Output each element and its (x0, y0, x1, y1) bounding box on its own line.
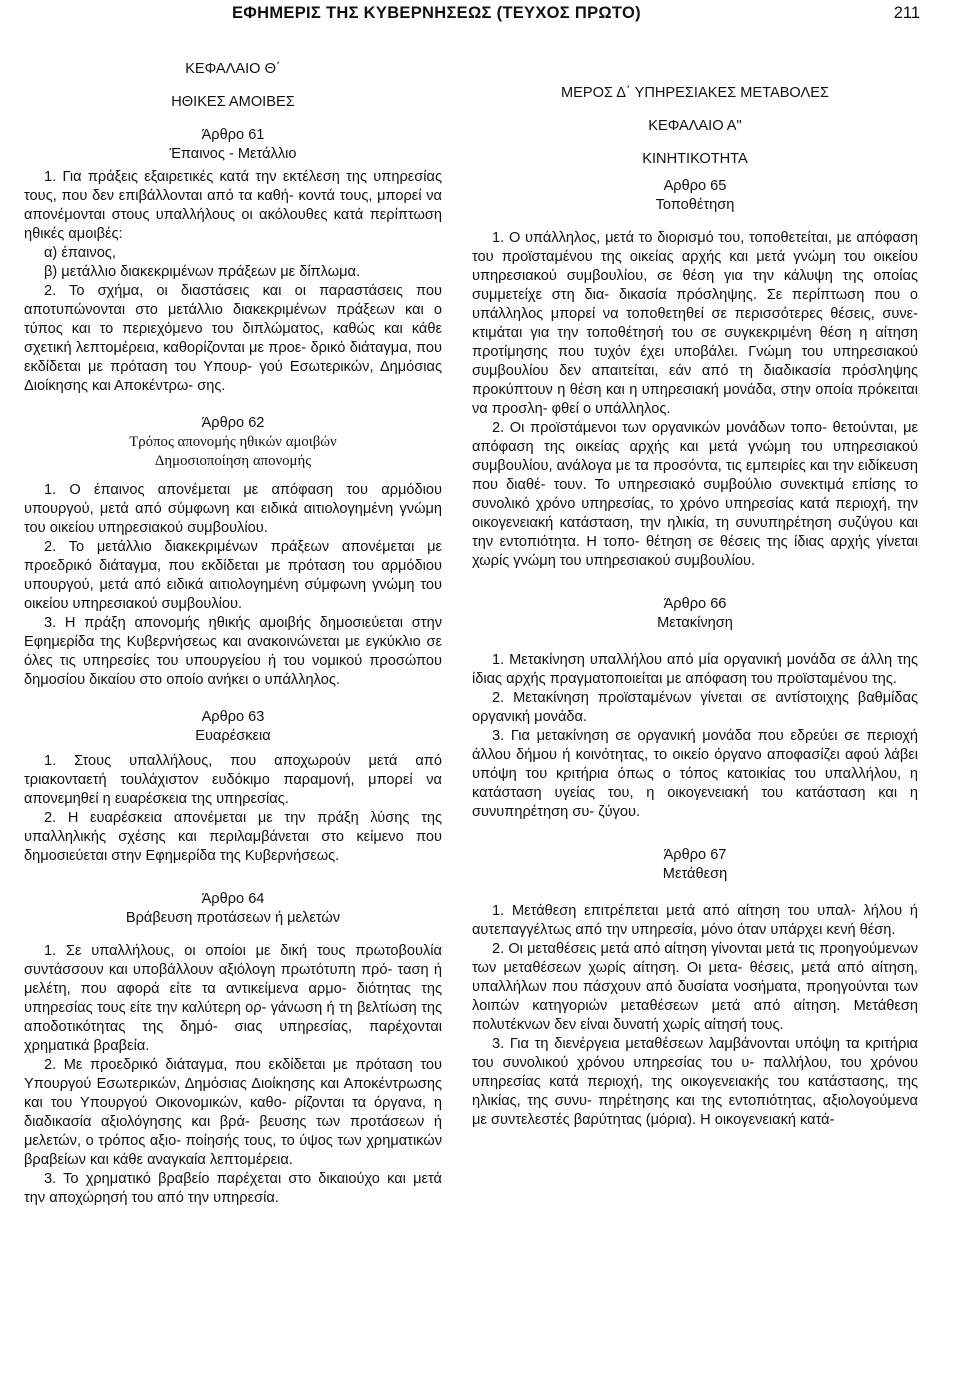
chapter-title-right: ΚΙΝΗΤΙΚΟΤΗΤΑ (642, 151, 748, 167)
article-65-title: Αρθρο 65 (663, 178, 727, 194)
article-61-title: Άρθρο 61 (201, 127, 265, 143)
article-62-subtitle-2: Δημοσιοποίηση απονομής (154, 453, 312, 469)
chapter-heading-right: ΚΕΦΑΛΑΙΟ Α" (648, 118, 742, 134)
article-65-subtitle: Τοποθέτηση (655, 197, 735, 213)
article-65-paragraph-2: 2. Οι προϊστάμενοι των οργανικών μονάδων τοπο- θετούνται, με απόφαση της οικείας αρχής και μετά γνώμη του υπηρεσιακού συμβουλίου, ανάλογα με τα προσόντα, τις εμπειρίες και την ειδίκευση που διαθέ- τουν. Το υπηρεσιακό συμβούλιο συνεκτιμά επίσης το συνολικό χρόνο υπηρεσίας, το χρόνο υπηρεσίας κατά περιοχή, την οικογενειακή κατάσταση, την ηλικία, τη συνυπηρέτηση συζύγου και την εντοπιότητα. Η τοπο- θέτηση σε θέσεις της ίδιας αρχής γίνεται χωρίς γνώμη του υπηρεσιακού συμβουλίου. (472, 420, 918, 569)
article-66-title: Άρθρο 66 (663, 596, 727, 612)
article-62-paragraph-2: 2. Το μετάλλιο διακεκριμένων πράξεων απονέμεται με προεδρικό διάταγμα, που εκδίδεται με πρόταση του αρμόδιου υπουργού, μετά από ειδικά αιτιολογημένη σύμφωνη γνώμη του οικείου υπηρεσιακού συμβουλίου. (24, 539, 442, 612)
chapter-heading: ΚΕΦΑΛΑΙΟ Θ΄ (185, 61, 281, 77)
article-67-paragraph-2: 2. Οι μεταθέσεις μετά από αίτηση γίνονται μετά τις προηγούμενων των μεταθέσεων χωρίς αίτηση. Οι μετα- θέσεις, μετά από αίτηση, υπαλλήλων που πάσχουν από δυσίατα νοσήματα, προηγούνται των λοιπών κατηγοριών μεταθέσεων μετά από αίτηση. Μετάθεση πολυτέκνων δεν είναι δυνατή χωρίς αίτησή τους. (472, 941, 918, 1033)
article-61-item-b: β) μετάλλιο διακεκριμένων πράξεων με δίπλωμα. (44, 264, 360, 280)
article-62-paragraph-1: 1. Ο έπαινος απονέμεται με απόφαση του αρμόδιου υπουργού, μετά από σύμφωνη και ειδικά αιτιολογημένη γνώμη του οικείου υπηρεσιακού συμβουλίου. (24, 482, 442, 536)
article-67-paragraph-3: 3. Για τη διενέργεια μεταθέσεων λαμβάνονται υπόψη τα κριτήρια του συνολικού χρόνου υπηρεσίας του υ- παλλήλου, του χρόνου υπηρεσίας κατά περιοχή, της οικογενειακής του κατάστασης, της ηλικίας, της συνυ- πηρέτησης και της εντοπιότητας, αξιολογούμενα με συντελεστές βαρύτητας (μόρια). Η οικογενειακή κατά- (472, 1036, 918, 1128)
article-64-paragraph-1: 1. Σε υπαλλήλους, οι οποίοι με δική τους πρωτοβουλία συντάσσουν και υποβάλλουν αξιόλογη πρωτότυπη πρό- ταση ή μελέτη, που αφορά είτε τα αντικείμενα αρμο- διότητας της υπηρεσίας τους είτε την καλύτερη ορ- γάνωση ή τη βελτίωση της αποδοτικότητας της δημό- σιας υπηρεσίας, παρέχονται χρηματικά βραβεία. (24, 943, 442, 1054)
article-63-subtitle: Ευαρέσκεια (195, 728, 271, 744)
part-heading: ΜΕΡΟΣ Δ΄ ΥΠΗΡΕΣΙΑΚΕΣ ΜΕΤΑΒΟΛΕΣ (560, 85, 830, 101)
article-63-paragraph-1: 1. Στους υπαλλήλους, που αποχωρούν μετά από τριακονταετή τουλάχιστον ευδόκιμο παραμονή, μπορεί να απονεμηθεί η ευαρέσκεια της υπηρεσίας. (24, 753, 442, 807)
article-61-subtitle: Έπαινος - Μετάλλιο (169, 146, 297, 162)
left-column (24, 60, 442, 1208)
article-66-paragraph-1: 1. Μετακίνηση υπαλλήλου από μία οργανική μονάδα σε άλλη της ίδιας αρχής πραγματοποιείται με απόφαση του προϊσταμένου της. (472, 652, 918, 687)
gazette-title: ΕΦΗΜΕΡΙΣ ΤΗΣ ΚΥΒΕΡΝΗΣΕΩΣ (ΤΕΥΧΟΣ ΠΡΩΤΟ) (232, 4, 641, 22)
article-64-paragraph-3: 3. Το χρηματικό βραβείο παρέχεται στο δικαιούχο και μετά την αποχώρησή του από την υπηρεσία. (24, 1171, 442, 1206)
article-64-subtitle: Βράβευση προτάσεων ή μελετών (125, 910, 341, 926)
article-61-paragraph-2: 2. Το σχήμα, οι διαστάσεις και οι παραστάσεις που αποτυπώνονται στο μετάλλιο διακεκριμένων πράξεων και ο τύπος και το περιεχόμενο του διπλώματος, καθώς και κάθε σχετική λεπτομέρεια, καθορίζονται με προε- δρικό διάταγμα, που εκδίδεται με πρόταση του Υπουρ- γού Εσωτερικών, Δημόσιας Διοίκησης και Αποκέντρω- σης. (24, 283, 442, 394)
article-64-title: Άρθρο 64 (201, 891, 265, 907)
article-65-paragraph-1: 1. Ο υπάλληλος, μετά το διορισμό του, τοποθετείται, με απόφαση του προϊσταμένου της οικείας αρχής και μετά γνώμη του οικείου υπηρεσιακού συμβουλίου, σε θέση για την κάλυψη της οποίας συμμετείχε στη δια- δικασία πρόσληψης. Σε περίπτωση που ο υπάλληλος μπορεί να τοποθετηθεί σε περισσότερες θέσεις, συνε- κτιμάται για την τοποθέτησή του σε συγκεκριμένη θέση η αίτηση προτίμησης που τυχόν έχει υποβάλει. Γνώμη του υπηρεσιακού συμβουλίου δεν απαιτείται, εάν από τη διαδικασία πρόσληψης προκύπτουν η θέση και η υπηρεσιακή μονάδα, στην οποία πρόκειται να προσλη- φθεί ο υπάλληλος. (472, 230, 918, 417)
article-63-paragraph-2: 2. Η ευαρέσκεια απονέμεται με την πράξη λύσης της υπαλληλικής σχέσης και περιλαμβάνεται στο κείμενο που δημοσιεύεται στην Εφημερίδα της Κυβερνήσεως. (24, 810, 442, 864)
article-66-paragraph-2: 2. Μετακίνηση προϊσταμένων γίνεται σε αντίστοιχης βαθμίδας οργανική μονάδα. (472, 690, 918, 725)
article-67-paragraph-1: 1. Μετάθεση επιτρέπεται μετά από αίτηση του υπαλ- λήλου ή αυτεπαγγέλτως από την υπηρεσία, μόνο όταν υπάρχει κενή θέση. (472, 903, 918, 938)
article-62-subtitle-1: Τρόπος απονομής ηθικών αμοιβών (129, 434, 337, 450)
article-62-title: Άρθρο 62 (201, 415, 265, 431)
article-61-paragraph-1: 1. Για πράξεις εξαιρετικές κατά την εκτέλεση της υπηρεσίας τους, που δεν επιβάλλονται από τα καθή- κοντά τους, μπορεί να απονέμονται στους υπαλλήλους οι ακόλουθες κατά περίπτωση ηθικές αμοιβές: (24, 169, 442, 242)
chapter-title: ΗΘΙΚΕΣ ΑΜΟΙΒΕΣ (171, 94, 295, 110)
article-62-paragraph-3: 3. Η πράξη απονομής ηθικής αμοιβής δημοσιεύεται στην Εφημερίδα της Κυβερνήσεως και ανακοινώνεται με εγκύκλιο σε όλες τις υπηρεσίες του υπουργείου ή του νομικού προσώπου δημοσίου δικαίου στο οποίο ανήκει ο υπάλληλος. (24, 615, 442, 688)
article-61-item-a: α) έπαινος, (44, 245, 116, 261)
article-63-title: Αρθρο 63 (201, 709, 265, 725)
article-64-paragraph-2: 2. Με προεδρικό διάταγμα, που εκδίδεται με πρόταση του Υπουργού Εσωτερικών, Δημόσιας Διοίκησης και Αποκέντρωσης και του Υπουργού Οικονομικών, καθο- ρίζονται τα όργανα, η διαδικασία αξιολόγησης και βρά- βευσης των προτάσεων ή μελετών, ο τρόπος αξιο- ποίησής τους, το ύψος των χρηματικών βραβείων και κάθε αναγκαία λεπτομέρεια. (24, 1057, 442, 1168)
right-column (472, 60, 918, 1130)
article-67-subtitle: Μετάθεση (662, 866, 728, 882)
page-number: 211 (893, 4, 920, 22)
article-67-title: Άρθρο 67 (663, 847, 727, 863)
article-66-paragraph-3: 3. Για μετακίνηση σε οργανική μονάδα που εδρεύει σε περιοχή άλλου δήμου ή κοινότητας, το οικείο όργανο αποφασίζει αφού λάβει υπόψη του κριτήρια όπως ο τόπος κατοικίας του υπαλλήλου, η κατάσταση υγείας του, η οικογενειακή του κατάσταση και η συνυπηρέτηση συ- ζύγου. (472, 728, 918, 820)
article-66-subtitle: Μετακίνηση (657, 615, 733, 631)
page-header (0, 0, 960, 34)
